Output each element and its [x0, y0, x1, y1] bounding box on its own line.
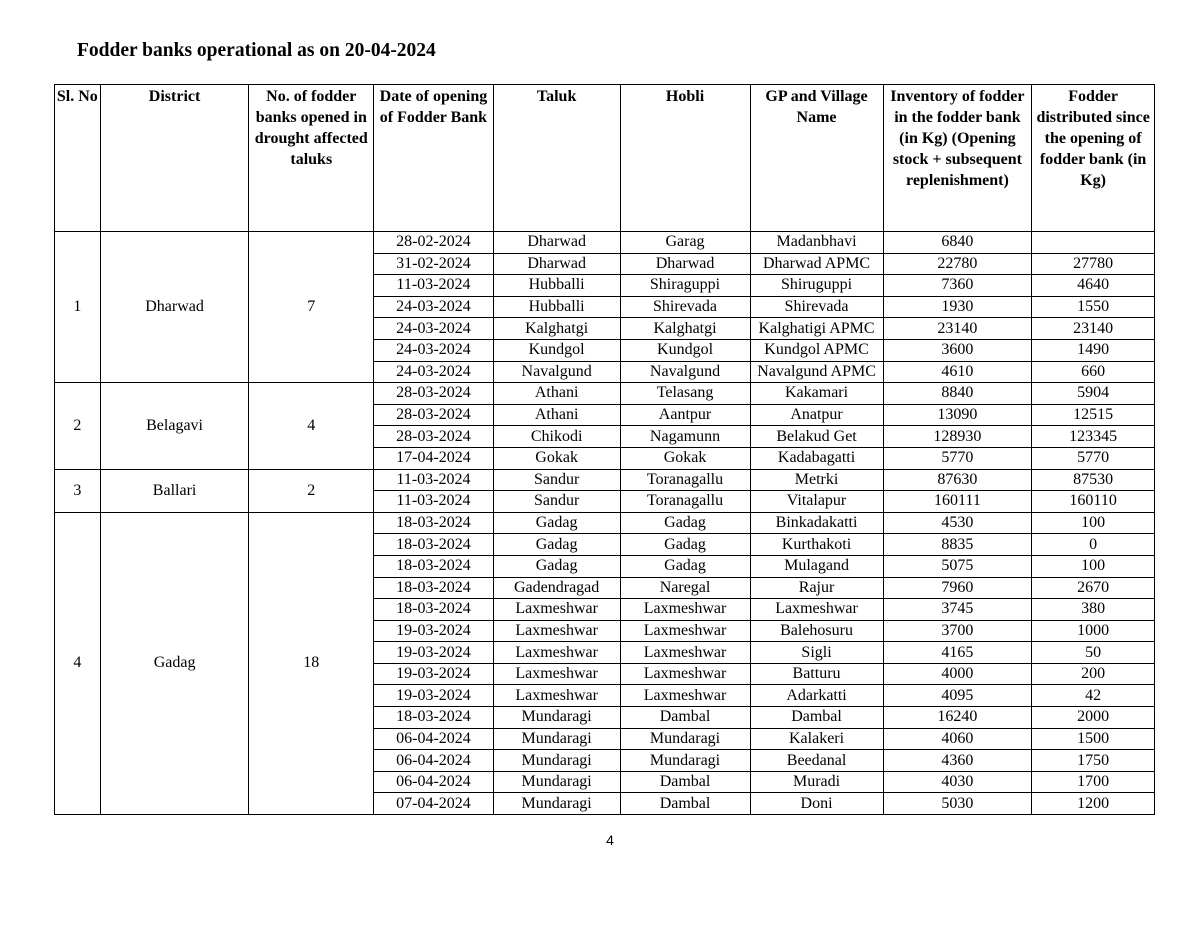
date-cell: 18-03-2024	[374, 555, 494, 577]
hobli-cell: Laxmeshwar	[620, 685, 750, 707]
distributed-cell: 1200	[1032, 793, 1155, 815]
taluk-cell: Mundaragi	[493, 771, 620, 793]
col-header-sl-no: Sl. No	[55, 85, 101, 232]
gp-village-cell: Kalakeri	[750, 728, 883, 750]
banks-count-cell: 7	[249, 232, 374, 383]
gp-village-cell: Navalgund APMC	[750, 361, 883, 383]
date-cell: 19-03-2024	[374, 642, 494, 664]
hobli-cell: Naregal	[620, 577, 750, 599]
date-cell: 17-04-2024	[374, 447, 494, 469]
inventory-cell: 128930	[883, 426, 1032, 448]
taluk-cell: Laxmeshwar	[493, 685, 620, 707]
col-header-date-opened: Date of opening of Fodder Bank	[374, 85, 494, 232]
gp-village-cell: Madanbhavi	[750, 232, 883, 254]
district-cell: Gadag	[100, 512, 249, 814]
distributed-cell: 1750	[1032, 750, 1155, 772]
taluk-cell: Mundaragi	[493, 793, 620, 815]
page-number: 4	[606, 832, 614, 848]
banks-count-cell: 18	[249, 512, 374, 814]
inventory-cell: 4610	[883, 361, 1032, 383]
hobli-cell: Dambal	[620, 707, 750, 729]
header-row	[55, 85, 1155, 232]
col-header-gp-village: GP and Village Name	[750, 85, 883, 232]
gp-village-cell: Kadabagatti	[750, 447, 883, 469]
distributed-cell: 1000	[1032, 620, 1155, 642]
hobli-cell: Nagamunn	[620, 426, 750, 448]
gp-village-cell: Shirevada	[750, 296, 883, 318]
district-cell: Dharwad	[100, 232, 249, 383]
inventory-cell: 7360	[883, 275, 1032, 297]
date-cell: 28-03-2024	[374, 383, 494, 405]
gp-village-cell: Dharwad APMC	[750, 253, 883, 275]
hobli-cell: Gadag	[620, 534, 750, 556]
date-cell: 19-03-2024	[374, 663, 494, 685]
taluk-cell: Laxmeshwar	[493, 599, 620, 621]
taluk-cell: Laxmeshwar	[493, 642, 620, 664]
inventory-cell: 8840	[883, 383, 1032, 405]
gp-village-cell: Doni	[750, 793, 883, 815]
date-cell: 07-04-2024	[374, 793, 494, 815]
taluk-cell: Gadag	[493, 534, 620, 556]
gp-village-cell: Rajur	[750, 577, 883, 599]
taluk-cell: Mundaragi	[493, 707, 620, 729]
col-header-distributed: Fodder distributed since the opening of fodder bank (in Kg)	[1032, 85, 1155, 232]
inventory-cell: 5770	[883, 447, 1032, 469]
date-cell: 28-02-2024	[374, 232, 494, 254]
fodder-banks-table	[54, 84, 1155, 815]
distributed-cell: 12515	[1032, 404, 1155, 426]
date-cell: 24-03-2024	[374, 339, 494, 361]
inventory-cell: 4095	[883, 685, 1032, 707]
distributed-cell: 4640	[1032, 275, 1155, 297]
hobli-cell: Aantpur	[620, 404, 750, 426]
hobli-cell: Telasang	[620, 383, 750, 405]
distributed-cell: 2670	[1032, 577, 1155, 599]
inventory-cell: 5075	[883, 555, 1032, 577]
taluk-cell: Gadag	[493, 512, 620, 534]
inventory-cell: 22780	[883, 253, 1032, 275]
hobli-cell: Mundaragi	[620, 750, 750, 772]
col-header-hobli: Hobli	[620, 85, 750, 232]
hobli-cell: Gadag	[620, 512, 750, 534]
gp-village-cell: Binkadakatti	[750, 512, 883, 534]
inventory-cell: 6840	[883, 232, 1032, 254]
hobli-cell: Dambal	[620, 793, 750, 815]
gp-village-cell: Balehosuru	[750, 620, 883, 642]
gp-village-cell: Metrki	[750, 469, 883, 491]
hobli-cell: Toranagallu	[620, 469, 750, 491]
table-row	[55, 383, 1155, 405]
taluk-cell: Sandur	[493, 491, 620, 513]
inventory-cell: 8835	[883, 534, 1032, 556]
table-row	[55, 512, 1155, 534]
gp-village-cell: Anatpur	[750, 404, 883, 426]
date-cell: 24-03-2024	[374, 361, 494, 383]
hobli-cell: Kalghatgi	[620, 318, 750, 340]
taluk-cell: Sandur	[493, 469, 620, 491]
hobli-cell: Shiraguppi	[620, 275, 750, 297]
gp-village-cell: Kalghatigi APMC	[750, 318, 883, 340]
inventory-cell: 4165	[883, 642, 1032, 664]
distributed-cell: 0	[1032, 534, 1155, 556]
col-header-taluk: Taluk	[493, 85, 620, 232]
distributed-cell: 660	[1032, 361, 1155, 383]
inventory-cell: 3745	[883, 599, 1032, 621]
date-cell: 24-03-2024	[374, 318, 494, 340]
gp-village-cell: Kundgol APMC	[750, 339, 883, 361]
distributed-cell: 1550	[1032, 296, 1155, 318]
gp-village-cell: Belakud Get	[750, 426, 883, 448]
date-cell: 18-03-2024	[374, 577, 494, 599]
distributed-cell: 1500	[1032, 728, 1155, 750]
table-body	[55, 232, 1155, 815]
distributed-cell: 2000	[1032, 707, 1155, 729]
taluk-cell: Kalghatgi	[493, 318, 620, 340]
taluk-cell: Mundaragi	[493, 750, 620, 772]
inventory-cell: 5030	[883, 793, 1032, 815]
distributed-cell: 1490	[1032, 339, 1155, 361]
date-cell: 11-03-2024	[374, 275, 494, 297]
date-cell: 28-03-2024	[374, 404, 494, 426]
date-cell: 06-04-2024	[374, 771, 494, 793]
table-row	[55, 469, 1155, 491]
date-cell: 06-04-2024	[374, 728, 494, 750]
date-cell: 18-03-2024	[374, 707, 494, 729]
taluk-cell: Chikodi	[493, 426, 620, 448]
banks-count-cell: 4	[249, 383, 374, 469]
taluk-cell: Mundaragi	[493, 728, 620, 750]
sl-no-cell: 3	[55, 469, 101, 512]
taluk-cell: Laxmeshwar	[493, 663, 620, 685]
date-cell: 11-03-2024	[374, 469, 494, 491]
taluk-cell: Athani	[493, 383, 620, 405]
distributed-cell: 42	[1032, 685, 1155, 707]
taluk-cell: Hubballi	[493, 296, 620, 318]
inventory-cell: 7960	[883, 577, 1032, 599]
taluk-cell: Kundgol	[493, 339, 620, 361]
inventory-cell: 23140	[883, 318, 1032, 340]
taluk-cell: Navalgund	[493, 361, 620, 383]
gp-village-cell: Dambal	[750, 707, 883, 729]
date-cell: 06-04-2024	[374, 750, 494, 772]
inventory-cell: 4360	[883, 750, 1032, 772]
inventory-cell: 1930	[883, 296, 1032, 318]
distributed-cell: 380	[1032, 599, 1155, 621]
banks-count-cell: 2	[249, 469, 374, 512]
inventory-cell: 4530	[883, 512, 1032, 534]
distributed-cell: 123345	[1032, 426, 1155, 448]
hobli-cell: Laxmeshwar	[620, 642, 750, 664]
distributed-cell	[1032, 232, 1155, 254]
distributed-cell: 5770	[1032, 447, 1155, 469]
distributed-cell: 23140	[1032, 318, 1155, 340]
col-header-banks-opened: No. of fodder banks opened in drought affected taluks	[249, 85, 374, 232]
gp-village-cell: Beedanal	[750, 750, 883, 772]
taluk-cell: Gadag	[493, 555, 620, 577]
inventory-cell: 16240	[883, 707, 1032, 729]
inventory-cell: 160111	[883, 491, 1032, 513]
sl-no-cell: 4	[55, 512, 101, 814]
taluk-cell: Laxmeshwar	[493, 620, 620, 642]
distributed-cell: 50	[1032, 642, 1155, 664]
hobli-cell: Gokak	[620, 447, 750, 469]
gp-village-cell: Adarkatti	[750, 685, 883, 707]
taluk-cell: Athani	[493, 404, 620, 426]
hobli-cell: Garag	[620, 232, 750, 254]
gp-village-cell: Laxmeshwar	[750, 599, 883, 621]
district-cell: Belagavi	[100, 383, 249, 469]
date-cell: 28-03-2024	[374, 426, 494, 448]
date-cell: 18-03-2024	[374, 512, 494, 534]
distributed-cell: 27780	[1032, 253, 1155, 275]
inventory-cell: 13090	[883, 404, 1032, 426]
hobli-cell: Dambal	[620, 771, 750, 793]
date-cell: 18-03-2024	[374, 534, 494, 556]
date-cell: 19-03-2024	[374, 685, 494, 707]
taluk-cell: Gadendragad	[493, 577, 620, 599]
date-cell: 18-03-2024	[374, 599, 494, 621]
date-cell: 19-03-2024	[374, 620, 494, 642]
inventory-cell: 3600	[883, 339, 1032, 361]
gp-village-cell: Mulagand	[750, 555, 883, 577]
date-cell: 31-02-2024	[374, 253, 494, 275]
hobli-cell: Laxmeshwar	[620, 620, 750, 642]
document-title: Fodder banks operational as on 20-04-2024	[77, 40, 436, 61]
table-row	[55, 232, 1155, 254]
distributed-cell: 160110	[1032, 491, 1155, 513]
taluk-cell: Dharwad	[493, 232, 620, 254]
distributed-cell: 87530	[1032, 469, 1155, 491]
gp-village-cell: Muradi	[750, 771, 883, 793]
hobli-cell: Kundgol	[620, 339, 750, 361]
inventory-cell: 4030	[883, 771, 1032, 793]
taluk-cell: Gokak	[493, 447, 620, 469]
hobli-cell: Gadag	[620, 555, 750, 577]
gp-village-cell: Kurthakoti	[750, 534, 883, 556]
inventory-cell: 87630	[883, 469, 1032, 491]
gp-village-cell: Sigli	[750, 642, 883, 664]
inventory-cell: 4000	[883, 663, 1032, 685]
distributed-cell: 200	[1032, 663, 1155, 685]
distributed-cell: 5904	[1032, 383, 1155, 405]
hobli-cell: Navalgund	[620, 361, 750, 383]
inventory-cell: 3700	[883, 620, 1032, 642]
col-header-district: District	[100, 85, 249, 232]
col-header-inventory: Inventory of fodder in the fodder bank (in Kg) (Opening stock + subsequent replenishment)	[883, 85, 1032, 232]
gp-village-cell: Shiruguppi	[750, 275, 883, 297]
date-cell: 11-03-2024	[374, 491, 494, 513]
hobli-cell: Shirevada	[620, 296, 750, 318]
sl-no-cell: 1	[55, 232, 101, 383]
taluk-cell: Hubballi	[493, 275, 620, 297]
distributed-cell: 100	[1032, 512, 1155, 534]
gp-village-cell: Kakamari	[750, 383, 883, 405]
hobli-cell: Dharwad	[620, 253, 750, 275]
taluk-cell: Dharwad	[493, 253, 620, 275]
sl-no-cell: 2	[55, 383, 101, 469]
hobli-cell: Mundaragi	[620, 728, 750, 750]
district-cell: Ballari	[100, 469, 249, 512]
date-cell: 24-03-2024	[374, 296, 494, 318]
gp-village-cell: Batturu	[750, 663, 883, 685]
hobli-cell: Laxmeshwar	[620, 663, 750, 685]
hobli-cell: Toranagallu	[620, 491, 750, 513]
inventory-cell: 4060	[883, 728, 1032, 750]
gp-village-cell: Vitalapur	[750, 491, 883, 513]
distributed-cell: 100	[1032, 555, 1155, 577]
distributed-cell: 1700	[1032, 771, 1155, 793]
hobli-cell: Laxmeshwar	[620, 599, 750, 621]
